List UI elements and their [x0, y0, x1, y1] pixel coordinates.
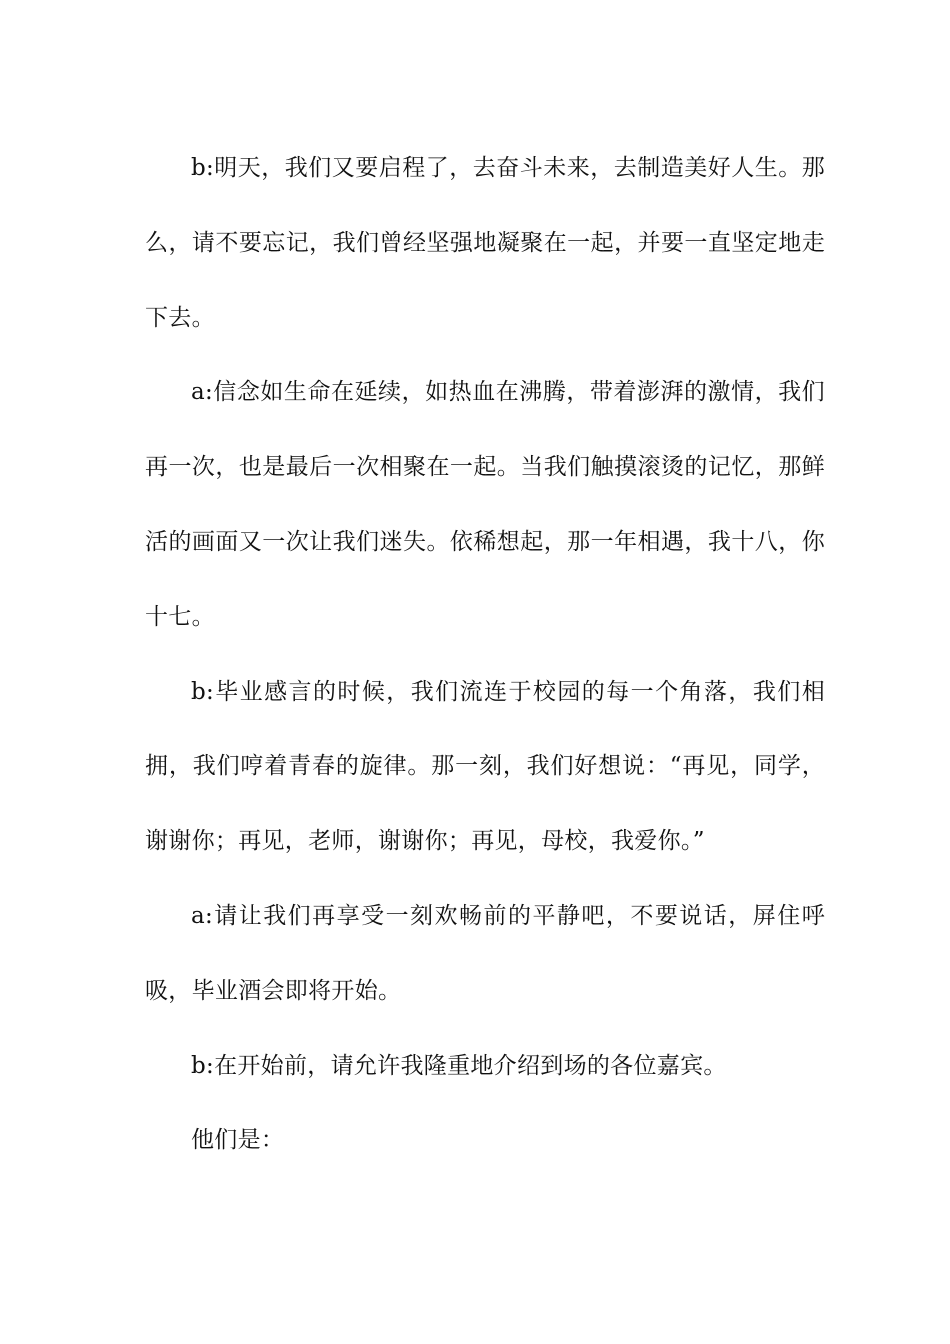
paragraph-a-belief: a:信念如生命在延续，如热血在沸腾，带着澎湃的激情，我们再一次，也是最后一次相聚在一起。当我们触摸滚烫的记忆，那鲜活的画面又一次让我们迷失。依稀想起，那一年相遇，我十八，你十七。 — [145, 379, 825, 630]
paragraph-b-guests: b:在开始前，请允许我隆重地介绍到场的各位嘉宾。 — [191, 1052, 727, 1079]
paragraph-b-tomorrow: b:明天，我们又要启程了，去奋斗未来，去制造美好人生。那么，请不要忘记，我们曾经坚强地凝聚在一起，并要一直坚定地走下去。 — [145, 155, 825, 331]
paragraph-they-are: 他们是： — [191, 1127, 285, 1154]
paragraph-b-graduation: b:毕业感言的时候，我们流连于校园的每一个角落，我们相拥，我们哼着青春的旋律。那一刻，我们好想说：“再见，同学，谢谢你；再见，老师，谢谢你；再见，母校，我爱你。” — [145, 678, 825, 855]
paragraph-a-calm: a:请让我们再享受一刻欢畅前的平静吧，不要说话，屏住呼吸，毕业酒会即将开始。 — [145, 902, 825, 1004]
document-body — [145, 131, 825, 1178]
